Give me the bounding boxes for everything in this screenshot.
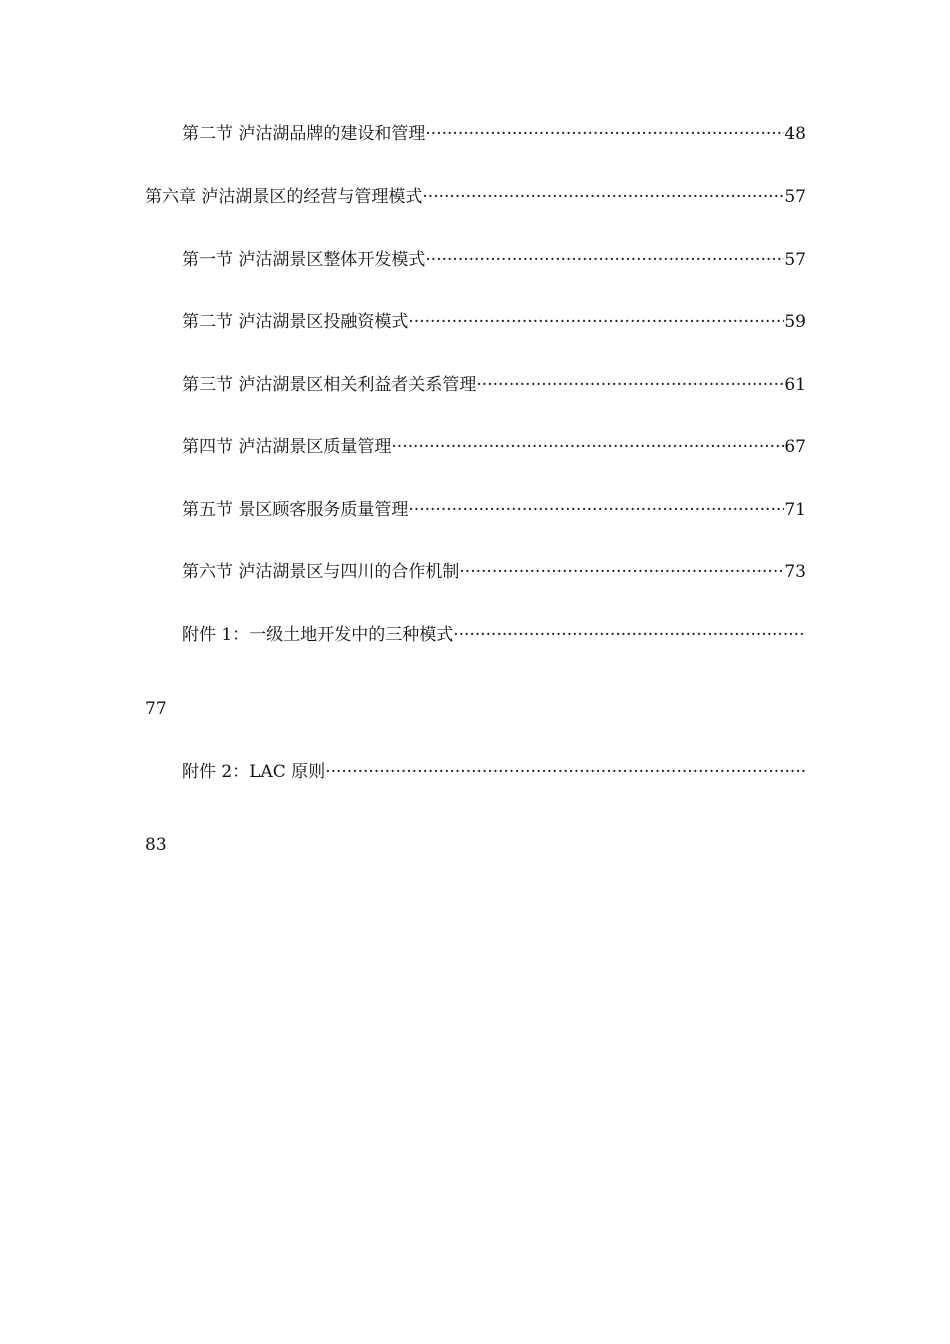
toc-entry-page: 83 [145, 835, 167, 855]
dot-leader [408, 307, 784, 337]
toc-entry[interactable] [0, 119, 950, 149]
toc-entry-title: 附件 1：一级土地开发中的三种模式 [182, 625, 454, 645]
toc-entry-title: 第二节 泸沽湖景区投融资模式 [182, 312, 409, 332]
toc-appendix-entry[interactable] [0, 620, 950, 650]
toc-entry-row [182, 119, 806, 149]
toc-entry-row [182, 307, 806, 337]
dot-leader [422, 182, 784, 212]
toc-entry-title: 第三节 泸沽湖景区相关利益者关系管理 [182, 375, 477, 395]
toc-entry[interactable] [0, 245, 950, 275]
dot-leader [425, 119, 784, 149]
toc-entry[interactable] [0, 432, 950, 462]
toc-entry[interactable] [0, 307, 950, 337]
dot-leader [453, 620, 806, 650]
toc-entry-page: 48 [784, 124, 806, 144]
toc-appendix-page-line [0, 694, 950, 724]
toc-entry-page: 57 [784, 250, 806, 270]
toc-entry-page: 73 [784, 562, 806, 582]
dot-leader [425, 245, 784, 275]
dot-leader [459, 557, 784, 587]
toc-entry-title: 第六章 泸沽湖景区的经营与管理模式 [145, 187, 423, 207]
toc-entry[interactable] [0, 370, 950, 400]
toc-chapter-entry[interactable] [0, 182, 950, 212]
dot-leader [408, 495, 784, 525]
dot-leader [476, 370, 784, 400]
dot-leader [391, 432, 784, 462]
toc-entry-page: 61 [784, 375, 806, 395]
toc-entry-row [182, 620, 806, 650]
toc-appendix-page-line [0, 830, 950, 860]
toc-entry-row [145, 182, 806, 212]
toc-entry-row [182, 432, 806, 462]
dot-leader [325, 757, 806, 787]
toc-entry-page: 71 [784, 500, 806, 520]
toc-appendix-entry[interactable] [0, 757, 950, 787]
toc-entry-page: 59 [784, 312, 806, 332]
toc-entry-row [182, 495, 806, 525]
toc-entry[interactable] [0, 495, 950, 525]
toc-entry-page: 67 [784, 437, 806, 457]
toc-entry-page: 77 [145, 699, 167, 719]
toc-entry[interactable] [0, 557, 950, 587]
toc-entry-title: 第六节 泸沽湖景区与四川的合作机制 [182, 562, 460, 582]
toc-entry-title: 附件 2：LAC 原则 [182, 762, 326, 782]
toc-entry-title: 第二节 泸沽湖品牌的建设和管理 [182, 124, 426, 144]
toc-entry-title: 第四节 泸沽湖景区质量管理 [182, 437, 392, 457]
toc-entry-row [182, 557, 806, 587]
toc-entry-row [182, 245, 806, 275]
toc-entry-title: 第五节 景区顾客服务质量管理 [182, 500, 409, 520]
toc-entry-row [182, 370, 806, 400]
toc-entry-title: 第一节 泸沽湖景区整体开发模式 [182, 250, 426, 270]
toc-entry-row [182, 757, 806, 787]
toc-entry-page: 57 [784, 187, 806, 207]
